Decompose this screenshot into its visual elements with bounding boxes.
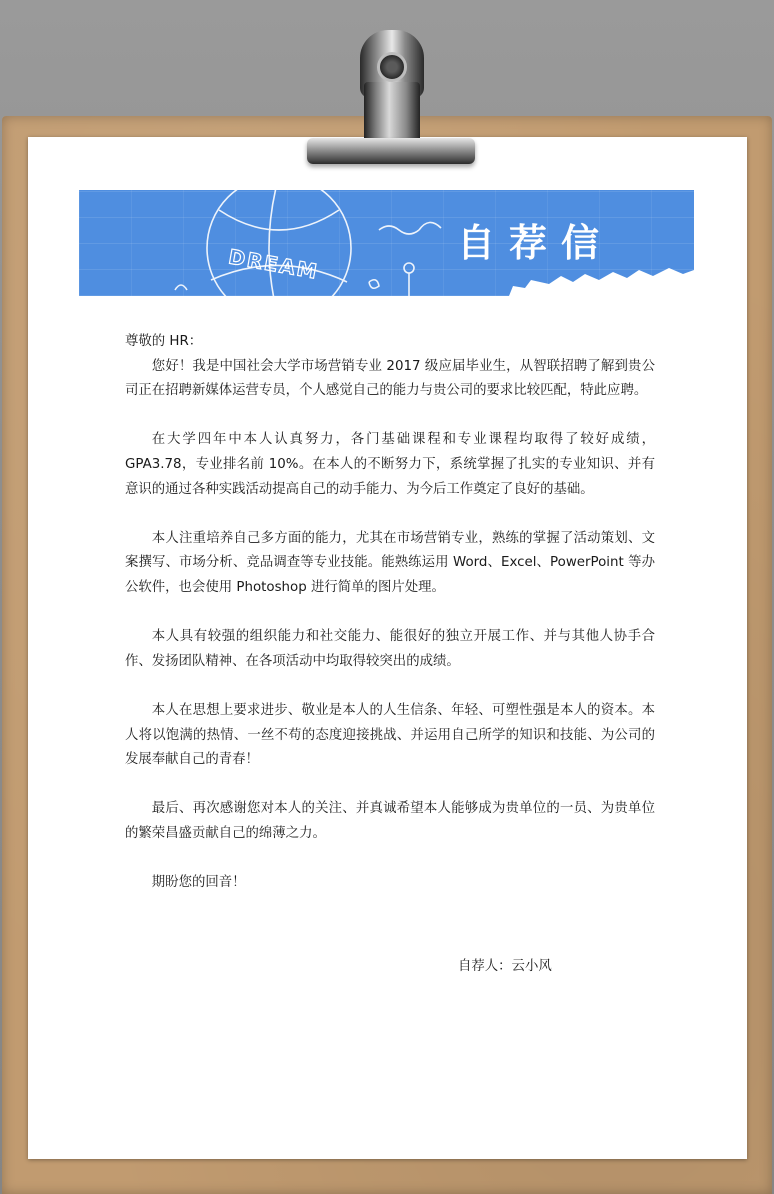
paragraph-5: 本人在思想上要求进步、敬业是本人的人生信条、年轻、可塑性强是本人的资本。本人将以饱满的热情、一丝不苟的态度迎接挑战、并运用自己所学的知识和技能、为公司的发展奉献自己的青春！ (125, 702, 655, 768)
paragraph-gap (125, 404, 655, 429)
clip-base (307, 138, 475, 164)
letter-body (125, 330, 655, 896)
paragraph-gap (125, 674, 655, 699)
clip-body (364, 82, 420, 142)
paragraph-gap (125, 601, 655, 626)
torn-paper-edge (79, 190, 694, 296)
svg-text:DREAM: DREAM (226, 244, 321, 284)
closing-line: 期盼您的回音！ (151, 875, 246, 891)
signature: 自荐人：云小风 (458, 959, 552, 974)
paragraph-3: 本人注重培养自己多方面的能力，尤其在市场营销专业，熟练的掌握了活动策划、文案撰写、市场分析、竞品调查等专业技能。能熟练运用 Word、Excel、PowerPoint 等办公软件，也会使用 Photoshop 进行简单的图片处理。 (125, 530, 655, 595)
paragraph-gap (125, 846, 655, 871)
paragraph-2: 在大学四年中本人认真努力，各门基础课程和专业课程均取得了较好成绩，GPA3.78，专业排名前 10%。在本人的不断努力下，系统掌握了扎实的专业知识、并有意识的通过各种实践活动提高自己的动手能力、为今后工作奠定了良好的基础。 (125, 432, 655, 497)
paragraph-6: 最后、再次感谢您对本人的关注、并真诚希望本人能够成为贵单位的一员、为贵单位的繁荣昌盛贡献自己的绵薄之力。 (125, 801, 655, 841)
banner-title: 自荐信 (457, 221, 614, 265)
paragraph-gap (125, 502, 655, 527)
paragraph-1: 您好！我是中国社会大学市场营销专业 2017 级应届毕业生，从智联招聘了解到贵公司正在招聘新媒体运营专员，个人感觉自己的能力与贵公司的要求比较匹配，特此应聘。 (125, 358, 655, 399)
header-banner (79, 190, 694, 296)
salutation: 尊敬的 HR： (125, 334, 203, 349)
paragraph-gap (125, 773, 655, 798)
clip-rivet (377, 52, 407, 82)
paragraph-4: 本人具有较强的组织能力和社交能力、能很好的独立开展工作、并与其他人协手合作、发扬团队精神、在各项活动中均取得较突出的成绩。 (125, 629, 655, 669)
